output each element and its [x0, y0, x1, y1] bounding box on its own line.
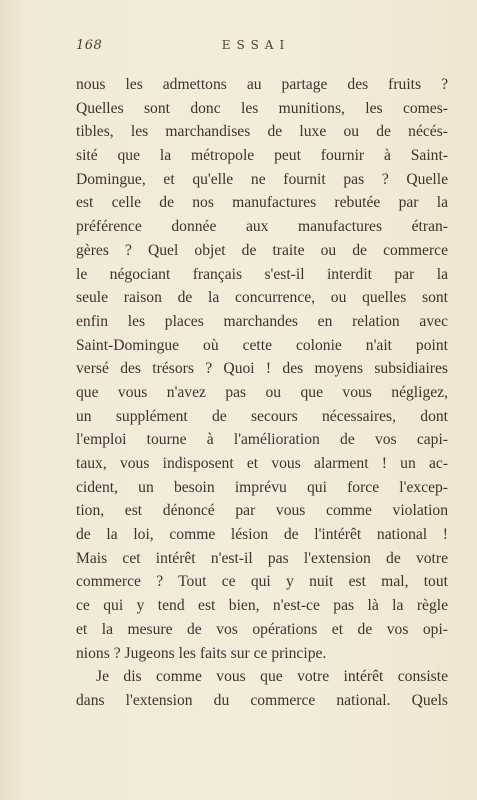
text-line: que vous n'avez pas ou que vous négligez, — [76, 383, 448, 401]
text-line: enfin les places marchandes en relation avec — [76, 312, 448, 330]
text-line: préférence donnée aux manufactures étran- — [76, 218, 448, 236]
text-line: dans l'extension du commerce national. Quels — [76, 691, 448, 709]
text-line: un supplément de secours nécessaires, dont — [76, 407, 448, 425]
page-header — [76, 38, 436, 58]
text-line: nous les admettons au partage des fruits ? — [76, 76, 448, 93]
page-number: 168 — [76, 38, 103, 53]
text-line: tibles, les marchandises de luxe ou de nécés- — [76, 123, 448, 141]
text-line: taux, vous indisposent et vous alarment ! un ac- — [76, 455, 448, 472]
text-line: de la loi, comme lésion de l'intérêt national ! — [76, 526, 448, 544]
text-line: et la mesure de vos opérations et de vos opi- — [76, 620, 448, 638]
text-line: seule raison de la concurrence, ou quelles sont — [76, 289, 448, 307]
text-line: sité que la métropole peut fournir à Saint- — [76, 147, 448, 165]
text-line: Saint-Domingue où cette colonie n'ait point — [76, 336, 448, 354]
paragraph-end-line: nions ? Jugeons les faits sur ce principe. — [76, 644, 327, 662]
text-line: Domingue, et qu'elle ne fournit pas ? Quelle — [76, 170, 448, 188]
text-line: le négociant français s'est-il interdit par la — [76, 265, 448, 283]
text-line: ce qui y tend est bien, n'est-ce pas là la règle — [76, 597, 448, 615]
text-line: tion, est dénoncé par vous comme violation — [76, 502, 448, 520]
text-line: versé des trésors ? Quoi ! des moyens subsidiaires — [76, 360, 448, 378]
text-line: Mais cet intérêt n'est-il pas l'extension de votre — [76, 549, 448, 567]
body-text — [76, 73, 448, 713]
text-line: gères ? Quel objet de traite ou de commerce — [76, 241, 448, 259]
running-title: ESSAI — [221, 38, 291, 52]
paragraph-start-line: Je dis comme vous que votre intérêt consiste — [96, 668, 448, 686]
text-line: est celle de nos manufactures rebutée par la — [76, 194, 448, 212]
text-line: commerce ? Tout ce qui y nuit est mal, tout — [76, 573, 448, 591]
text-line: cident, un besoin imprévu qui force l'excep- — [76, 478, 448, 496]
text-line: Quelles sont donc les munitions, les comes- — [76, 99, 448, 117]
text-line: l'emploi tourne à l'amélioration de vos capi- — [76, 431, 448, 449]
